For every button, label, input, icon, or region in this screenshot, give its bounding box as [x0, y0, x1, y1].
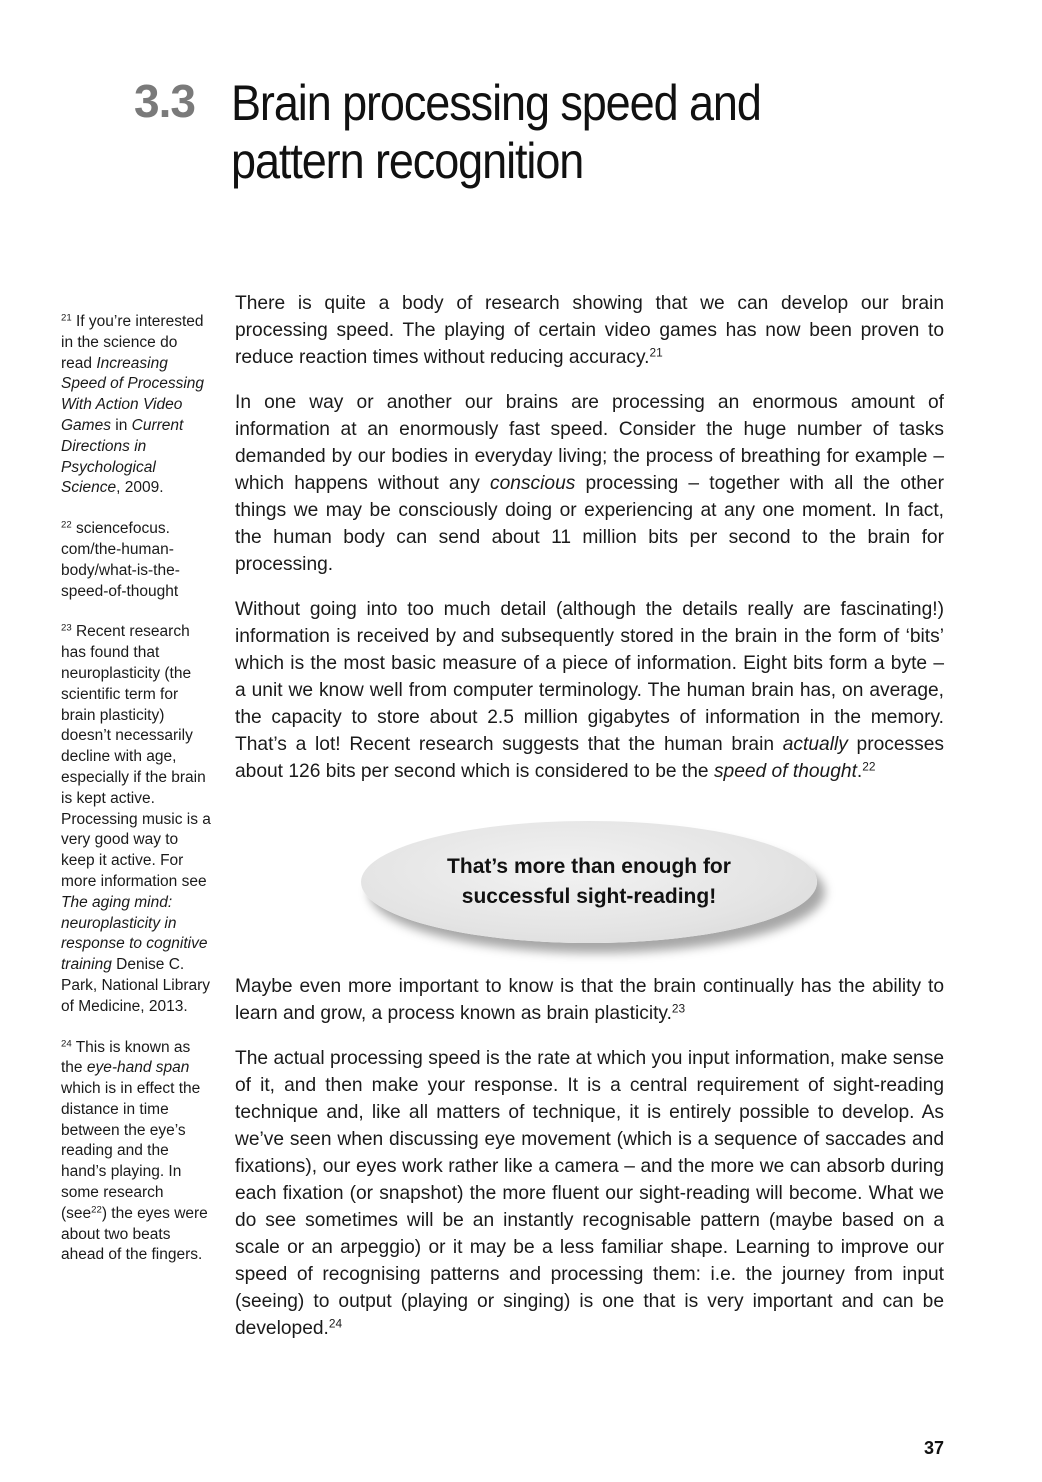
footnote-ref: 22 [862, 759, 876, 774]
text-run: in [110, 416, 132, 434]
italic-text: Current Directions in Psychological Science [61, 416, 184, 497]
callout-container [235, 803, 944, 973]
text-run: . [856, 761, 863, 782]
text-run: sciencefocus. com/the-human-body/what-is-the-speed-of-thought [61, 520, 180, 600]
text-run: processes about 126 bits per second which is considered to be the [235, 734, 945, 782]
callout-text: That’s more than enough for successful sight-reading! [447, 855, 731, 908]
text-run: , 2009. [116, 479, 164, 497]
italic-text: conscious [490, 473, 576, 494]
sidenote-number: 22 [61, 519, 72, 531]
main-body [235, 290, 944, 1360]
sidenote-23 [61, 622, 211, 1017]
text-run: There is quite a body of research showing that we can develop our brain processing speed. The playing of certain video games has now been proven to reduce reaction times without reducing accuracy. [235, 293, 944, 368]
sidenote-24 [61, 1038, 211, 1267]
page-number: 37 [923, 1438, 944, 1458]
text-run: In one way or another our brains are processing an enormous amount of information at an enormously fast speed. Consider the huge number of tasks demanded by our bodies in everyday living; the process of breathing for example – which happens without any [235, 392, 944, 494]
section-title: Brain processing speed and pattern recognition [231, 75, 761, 189]
italic-text: eye-hand span [86, 1059, 190, 1077]
text-run: This is known as the [61, 1038, 191, 1077]
footnote-ref: 23 [671, 1001, 686, 1016]
text-run: Denise C. Park, National Library of Medicine, 2013. [61, 956, 211, 1015]
sidenote-number: 23 [61, 623, 72, 635]
body-paragraph [235, 389, 944, 578]
italic-text: The aging mind: neuroplasticity in response to cognitive training [61, 893, 208, 974]
text-run: Maybe even more important to know is that the brain continually has the ability to learn and grow, a process known as brain plasticity. [235, 976, 944, 1024]
text-run: processing – together with all the other things we may be consciously doing or experiencing at any one moment. In fact, the human body can send about 11 million bits per second to the brain for processing. [235, 473, 944, 575]
text-run: If you’re interested in the science do read [61, 313, 204, 372]
italic-text: Increasing Speed of Processing With Action Video Games [61, 354, 205, 434]
italic-text: actually [782, 734, 848, 755]
text-run: which is in effect the distance in time between the eye’s reading and the hand’s playing. In some research (see [61, 1080, 201, 1222]
text-run: The actual processing speed is the rate at which you input information, make sense of it, and then make your response. It is a central requirement of sight-reading technique and, like all matters of technique, it is entirely possible to develop. As we’ve seen when discussing eye movement (which is a sequence of saccades and fixations), our eyes work rather like a camera – and the more we can absorb during each fixation (or snapshot) the more fluent our sight-reading will become. What we do see sometimes will be an instantly recognisable pattern (maybe based on a scale or an arpeggio) or it may be a less familiar shape. Learning to improve our speed of recognising patterns and processing them: i.e. the journey from input (seeing) to output (playing or singing) is one that is very important and can be developed. [235, 1048, 944, 1339]
section-number: 3.3 [134, 75, 195, 127]
sidenotes-column [61, 312, 211, 1286]
callout-bubble [361, 821, 817, 943]
sidenote-number: 21 [61, 312, 72, 324]
body-paragraph [235, 290, 944, 371]
body-paragraph [235, 1045, 944, 1342]
text-run: Recent research has found that neuroplasticity (the scientific term for brain plasticity) doesn’t necessarily decline with age, especially if the brain is kept active. Processing music is a very good way to keep it active. For more information see [61, 623, 211, 890]
body-paragraph [235, 596, 944, 785]
body-paragraphs-after [235, 973, 944, 1342]
footnote-ref: 21 [649, 345, 663, 360]
footnote-ref: 24 [328, 1316, 343, 1331]
text-run: ) the eyes were about two beats ahead of the fingers. [61, 1204, 208, 1264]
footnote-ref: 22 [91, 1204, 102, 1216]
text-run: Without going into too much detail (although the details really are fascinating!) information is received by and subsequently stored in the brain in the form of ‘bits’ which is the most basic measure of a piece of information. Eight bits form a byte – a unit we know well from computer terminology. The human brain has, on average, the capacity to store about 2.5 million gigabytes of information in the memory. That’s a lot! Recent research suggests that the human brain [235, 599, 944, 755]
sidenote-21 [61, 312, 211, 499]
sidenote-number: 24 [61, 1038, 72, 1050]
body-paragraph [235, 973, 944, 1027]
sidenote-22 [61, 519, 211, 602]
body-paragraphs-before [235, 290, 944, 785]
italic-text: speed of thought [713, 761, 857, 782]
